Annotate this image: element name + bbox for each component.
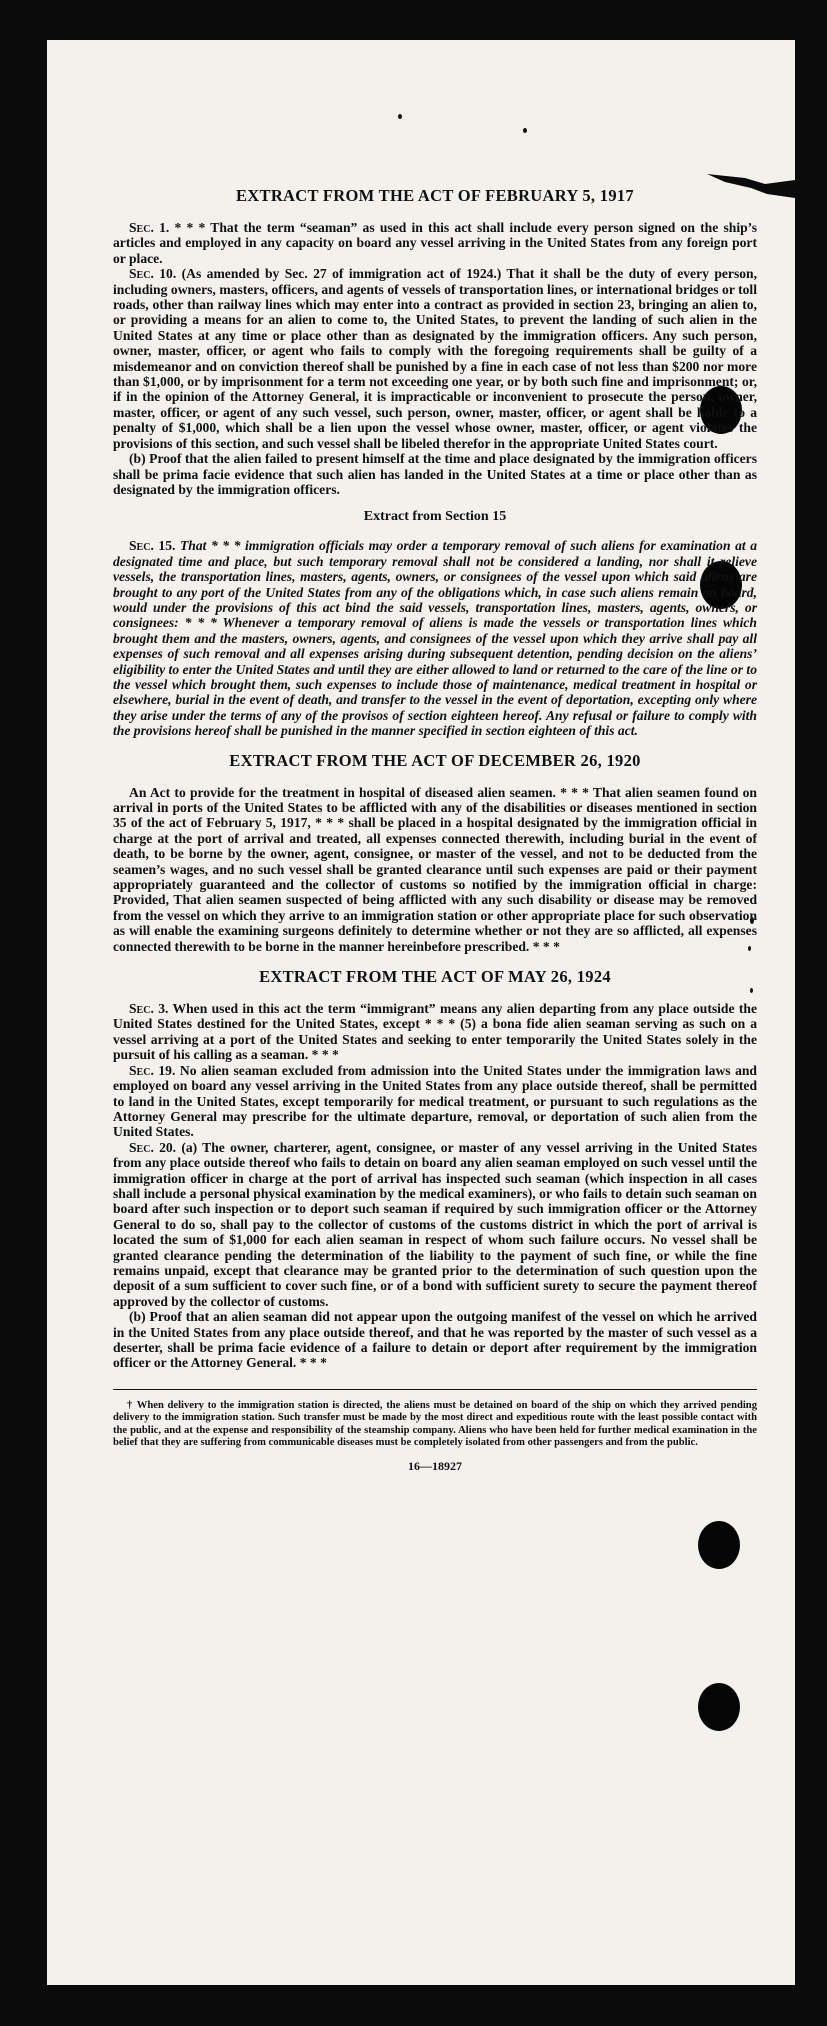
document-page [47,40,795,1985]
section-label: Sec. 10. [129,266,177,282]
punch-hole [698,1683,740,1731]
punch-hole [698,1521,740,1569]
heading-act-1917: EXTRACT FROM THE ACT OF FEBRUARY 5, 1917 [236,186,634,205]
paragraph-sec-19 [113,1063,757,1140]
paragraph-sec-10-b: (b) Proof that the alien failed to present himself at the time and place designated by the immigration officers shall be prima facie evidence that such alien has landed in the United States at a time or place other than as designated by the immigration officers. [113,451,757,497]
section-label: Sec. 20. [129,1139,177,1155]
paragraph-sec-20 [113,1140,757,1309]
heading-section-15: Extract from Section 15 [363,509,507,525]
form-number: 16—18927 [408,1459,462,1474]
footnote: † When delivery to the immigration station is directed, the aliens must be detained on board of the ship on which they arrived pending delivery to the immigration station. Such transfer must be made by the most direct and expeditious route with the least possible contact with the public, and at the expense and responsibility of the steamship company. Aliens who have been held for further medical examination in the belief that they are suffering from communicable diseases must be completely isolated from other passengers and from the public. [113,1399,757,1449]
document-body [113,186,757,1474]
paragraph-text: When used in this act the term “immigrant” means any alien departing from any place outside the United States destined for the United States, except * * * (5) a bona fide alien seaman serving as such on a vessel arriving at a port of the United States and seeking to enter temporarily the United States solely in the pursuit of his calling as a seaman. * * * [113,1001,757,1063]
paragraph-text: No alien seaman excluded from admission into the United States under the immigration laws and employed on board any vessel arriving in the United States from any place outside thereof, shall be permitted to land in the United States, except temporarily for medical treatment, or pursuant to such regulations as the Attorney General may prescribe for the ultimate departure, removal, or deportation of such alien from the United States. [113,1062,757,1140]
paragraph-sec-3 [113,1001,757,1063]
paragraph-text: That * * * immigration officials may order a temporary removal of such aliens for examination at a designated time and place, but such temporary removal shall not be considered a landing, nor shall it relieve vessels, the transportation lines, masters, agents, owners, or consignees of the vessel upon which said aliens are brought to any port of the United States from any of the obligations which, in case such aliens remain on board, would under the provisions of this act bind the said vessels, transportation lines, masters, agents, owners, or consignees: * * * Whenever a temporary removal of aliens is made the vessels or transportation lines which brought them and the masters, owners, agents, and consignees of the vessel upon which they arrive shall pay all expenses of such removal and all expenses arising during subsequent detention, pending decision on the aliens’ eligibility to enter the United States and until they are either allowed to land or returned to the care of the line or to the vessel which brought them, such expenses to include those of maintenance, medical treatment in hospital or elsewhere, burial in the event of death, and transfer to the vessel in the event of deportation, excepting only where they arise under the terms of any of the provisos of section eighteen hereof. Any refusal or failure to comply with the provisions hereof shall be punished in the manner specified in section eighteen of this act. [113,538,757,739]
paragraph-text: (As amended by Sec. 27 of immigration act of 1924.) That it shall be the duty of every person, including owners, masters, officers, and agents of vessels of transportation lines, or international bridges or toll roads, other than railway lines which may enter into a contract as provided in section 23, bringing an alien to, or providing a means for an alien to come to, the United States, to prevent the landing of such alien in the United States at any time or place other than as designated by the immigration officers. Any such person, owner, master, officer, or agent who fails to comply with the foregoing requirements shall be guilty of a misdemeanor and on conviction thereof shall be punished by a fine in each case of not less than $200 nor more than $1,000, or by imprisonment for a term not exceeding one year, or by both such fine and imprisonment; or, if in the opinion of the Attorney General, it is impracticable or inconvenient to prosecute the person, owner, master, officer, or agent of any such vessel, such person, owner, master, officer, or agent shall be liable to a penalty of $1,000, which shall be a lien upon the vessel whose owner, master, officer, or agent violates the provisions of this section, and such vessel shall be libeled therefor in the appropriate United States court. [113,266,757,451]
paragraph-sec-1 [113,220,757,266]
footnote-divider [113,1389,757,1390]
paragraph-sec-15 [113,538,757,738]
paragraph-sec-20-b: (b) Proof that an alien seaman did not appear upon the outgoing manifest of the vessel on which he arrived in the United States from any place outside thereof, and that he was reported by the master of such vessel as a deserter, shall be prima facie evidence of a failure to detain or deport after requirement by the immigration officer or the Attorney General. * * * [113,1309,757,1371]
paragraph-sec-10 [113,266,757,451]
section-label: Sec. 19. [129,1062,176,1078]
paragraph-text: (a) The owner, charterer, agent, consignee, or master of any vessel arriving in the United States from any place outside thereof who fails to detain on board any alien seaman employed on such vessel until the immigration officer in charge at the port of arrival has inspected such seaman (which inspection in all cases shall include a personal physical examination by the medical examiners), or who fails to detain such seaman on board after such inspection or to deport such seaman if required by such immigration officer or the Attorney General to do so, shall pay to the collector of customs of the customs district in which the port of arrival is located the sum of $1,000 for each alien seaman in respect of whom such failure occurs. No vessel shall be granted clearance pending the determination of the liability to the payment of such fine, or while the fine remains unpaid, except that clearance may be granted prior to the determination of such question upon the deposit of a sum sufficient to cover such fine, or of a bond with sufficient surety to secure the payment thereof approved by the collector of customs. [113,1139,757,1309]
paragraph-text: * * * That the term “seaman” as used in this act shall include every person signed on the ship’s articles and employed in any capacity on board any vessel arriving in the United States from any foreign port or place. [113,220,757,266]
section-label: Sec. 3. [129,1001,169,1017]
section-label: Sec. 15. [129,538,176,554]
heading-act-1924: EXTRACT FROM THE ACT OF MAY 26, 1924 [259,967,611,987]
section-label: Sec. 1. [129,220,170,235]
paragraph-act-1920: An Act to provide for the treatment in hospital of diseased alien seamen. * * * That alien seamen found on arrival in ports of the United States to be afflicted with any of the disabilities or diseases mentioned in section 35 of the act of February 5, 1917, * * * shall be placed in a hospital designated by the immigration official in charge at the port of arrival and treated, all expenses connected therewith, including burial in the event of death, to be borne by the owner, agent, consignee, or master of the vessel, and not to be deducted from the seamen’s wages, and no such vessel shall be granted clearance until such expenses are paid or their payment appropriately guaranteed and the collector of customs so notified by the immigration official in charge: Provided, That alien seamen suspected of being afflicted with any such disability or disease may be removed from the vessel on which they arrive to an immigration station or other appropriate place for such observation as will enable the examining surgeons definitely to determine whether or not they are so afflicted, all expenses connected therewith to be borne in the manner hereinbefore prescribed. * * * [113,784,757,954]
heading-act-1920: EXTRACT FROM THE ACT OF DECEMBER 26, 1920 [229,750,641,770]
speck-mark [523,128,527,133]
speck-mark [398,114,402,119]
